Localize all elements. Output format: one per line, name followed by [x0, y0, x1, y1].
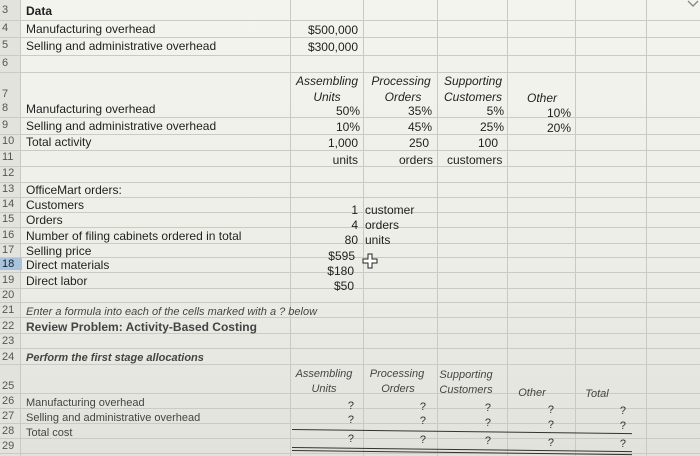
- gridline: [646, 0, 647, 456]
- header-supporting: Supporting: [443, 74, 503, 88]
- formula-cell[interactable]: ?: [547, 419, 554, 431]
- pool-mfg-supporting[interactable]: 5%: [486, 104, 504, 118]
- gridline: [20, 0, 21, 456]
- row-number[interactable]: 7: [2, 88, 9, 100]
- formula-cell[interactable]: ?: [419, 401, 426, 413]
- gridline: [0, 348, 700, 349]
- label-direct-labor[interactable]: Direct labor: [26, 274, 88, 288]
- value-direct-labor[interactable]: $50: [333, 279, 354, 293]
- row-number[interactable]: 6: [2, 57, 9, 69]
- total-activity-supporting[interactable]: 100: [477, 136, 499, 150]
- stage-label-manufacturing[interactable]: Manufacturing overhead: [26, 397, 145, 409]
- row-number[interactable]: 21: [2, 304, 15, 316]
- stage-label-sga[interactable]: Selling and administrative overhead: [26, 412, 201, 424]
- chevron-icon: [686, 0, 700, 8]
- first-stage-title: Perform the first stage allocations: [26, 352, 204, 364]
- label-total-activity[interactable]: Total activity: [26, 135, 92, 149]
- data-title: Data: [26, 4, 53, 18]
- label-orders[interactable]: Orders: [26, 213, 63, 227]
- pool-mfg-other[interactable]: 10%: [546, 106, 571, 120]
- unit-assembling[interactable]: units: [332, 153, 358, 167]
- formula-cell[interactable]: ?: [347, 400, 354, 412]
- gridline: [363, 0, 364, 456]
- gridline: [0, 20, 700, 21]
- plus-cursor-icon: [362, 253, 378, 269]
- pool-mfg-processing[interactable]: 35%: [407, 104, 432, 118]
- gridline: [0, 55, 700, 56]
- pool-mfg-assembling[interactable]: 50%: [335, 104, 360, 118]
- row-number[interactable]: 8: [2, 102, 9, 114]
- row-number[interactable]: 24: [2, 351, 15, 363]
- value-selling-admin-overhead[interactable]: $300,000: [307, 40, 358, 54]
- row-number[interactable]: 16: [2, 229, 15, 241]
- row-number[interactable]: 17: [2, 244, 15, 256]
- pool-sga-supporting[interactable]: 25%: [479, 120, 504, 134]
- formula-cell[interactable]: ?: [619, 405, 626, 417]
- gridline: [0, 134, 700, 135]
- stage-header-supporting: Supporting: [439, 369, 493, 381]
- stage-header-orders: Orders: [381, 383, 415, 395]
- value-filing-cabinets[interactable]: 80: [344, 233, 358, 247]
- row-number[interactable]: 10: [2, 135, 15, 147]
- row-number[interactable]: 14: [2, 198, 15, 210]
- formula-cell[interactable]: ?: [484, 402, 491, 414]
- value-customers[interactable]: 1: [351, 203, 358, 217]
- unit-supporting[interactable]: customers: [447, 153, 503, 167]
- value-manufacturing-overhead[interactable]: $500,000: [307, 23, 358, 37]
- row-number[interactable]: 25: [2, 380, 15, 392]
- row-number[interactable]: 4: [2, 22, 9, 34]
- row-number[interactable]: 5: [2, 39, 9, 51]
- unit-filing-cabinets[interactable]: units: [365, 233, 391, 247]
- gridline: [0, 197, 700, 198]
- label-direct-materials[interactable]: Direct materials: [26, 258, 110, 272]
- value-orders[interactable]: 4: [351, 218, 358, 232]
- formula-cell[interactable]: ?: [547, 404, 554, 416]
- header-units: Units: [313, 90, 341, 104]
- gridline: [0, 302, 700, 303]
- formula-cell[interactable]: ?: [484, 435, 491, 447]
- formula-cell[interactable]: ?: [484, 417, 491, 429]
- stage-label-total-cost[interactable]: Total cost: [26, 427, 73, 439]
- row-number[interactable]: 28: [2, 425, 15, 437]
- pool-sga-processing[interactable]: 45%: [407, 120, 432, 134]
- header-assembling: Assembling: [295, 74, 359, 88]
- label-pool-sga[interactable]: Selling and administrative overhead: [26, 119, 217, 133]
- total-activity-processing[interactable]: 250: [408, 136, 430, 150]
- row-number[interactable]: 15: [2, 213, 15, 225]
- unit-customers[interactable]: customer: [365, 203, 415, 217]
- formula-cell[interactable]: ?: [347, 414, 354, 426]
- formula-cell[interactable]: ?: [419, 415, 426, 427]
- orders-title: OfficeMart orders:: [26, 183, 122, 197]
- formula-cell[interactable]: ?: [347, 433, 354, 445]
- label-manufacturing-overhead[interactable]: Manufacturing overhead: [26, 22, 156, 36]
- row-number[interactable]: 20: [2, 289, 15, 301]
- row-number[interactable]: 23: [2, 335, 15, 347]
- unit-orders[interactable]: orders: [365, 218, 400, 232]
- label-selling-admin-overhead[interactable]: Selling and administrative overhead: [26, 39, 217, 53]
- header-customers: Customers: [443, 90, 502, 104]
- total-activity-assembling[interactable]: 1,000: [327, 136, 358, 150]
- review-problem-title: Review Problem: Activity-Based Costing: [26, 320, 257, 334]
- formula-cell[interactable]: ?: [619, 420, 626, 432]
- pool-sga-assembling[interactable]: 10%: [335, 120, 360, 134]
- formula-cell[interactable]: ?: [619, 438, 626, 450]
- row-number-selected[interactable]: 18: [0, 258, 22, 270]
- header-processing: Processing: [371, 74, 431, 88]
- formula-instruction: Enter a formula into each of the cells marked with a ? below: [26, 306, 318, 318]
- row-number[interactable]: 26: [2, 395, 15, 407]
- label-customers[interactable]: Customers: [26, 198, 85, 212]
- row-number[interactable]: 13: [2, 183, 15, 195]
- header-other: Other: [526, 91, 557, 105]
- row-number[interactable]: 11: [2, 151, 14, 163]
- label-selling-price[interactable]: Selling price: [26, 244, 92, 258]
- row-number[interactable]: 19: [2, 274, 15, 286]
- unit-processing[interactable]: orders: [399, 153, 434, 167]
- row-number[interactable]: 29: [2, 440, 15, 452]
- gridline: [0, 37, 700, 38]
- stage-header-total: Total: [585, 388, 609, 400]
- row-number[interactable]: 3: [2, 4, 9, 16]
- stage-header-units: Units: [311, 383, 337, 395]
- header-orders: Orders: [384, 90, 422, 104]
- pool-sga-other[interactable]: 20%: [546, 121, 571, 135]
- row-number[interactable]: 22: [2, 320, 15, 332]
- formula-cell[interactable]: ?: [419, 434, 426, 446]
- formula-cell[interactable]: ?: [547, 437, 554, 449]
- gridline: [0, 150, 700, 151]
- stage-header-customers: Customers: [439, 384, 493, 396]
- value-selling-price[interactable]: $595: [328, 249, 355, 263]
- row-number[interactable]: 12: [2, 167, 15, 179]
- stage-header-assembling: Assembling: [295, 368, 353, 380]
- row-number[interactable]: 27: [2, 410, 15, 422]
- label-filing-cabinets[interactable]: Number of filing cabinets ordered in total: [26, 229, 242, 243]
- stage-header-other: Other: [518, 387, 546, 399]
- row-number[interactable]: 9: [2, 119, 9, 131]
- gridline: [0, 72, 700, 73]
- stage-header-processing: Processing: [369, 368, 425, 380]
- value-direct-materials[interactable]: $180: [327, 264, 354, 278]
- label-pool-manufacturing[interactable]: Manufacturing overhead: [26, 102, 156, 116]
